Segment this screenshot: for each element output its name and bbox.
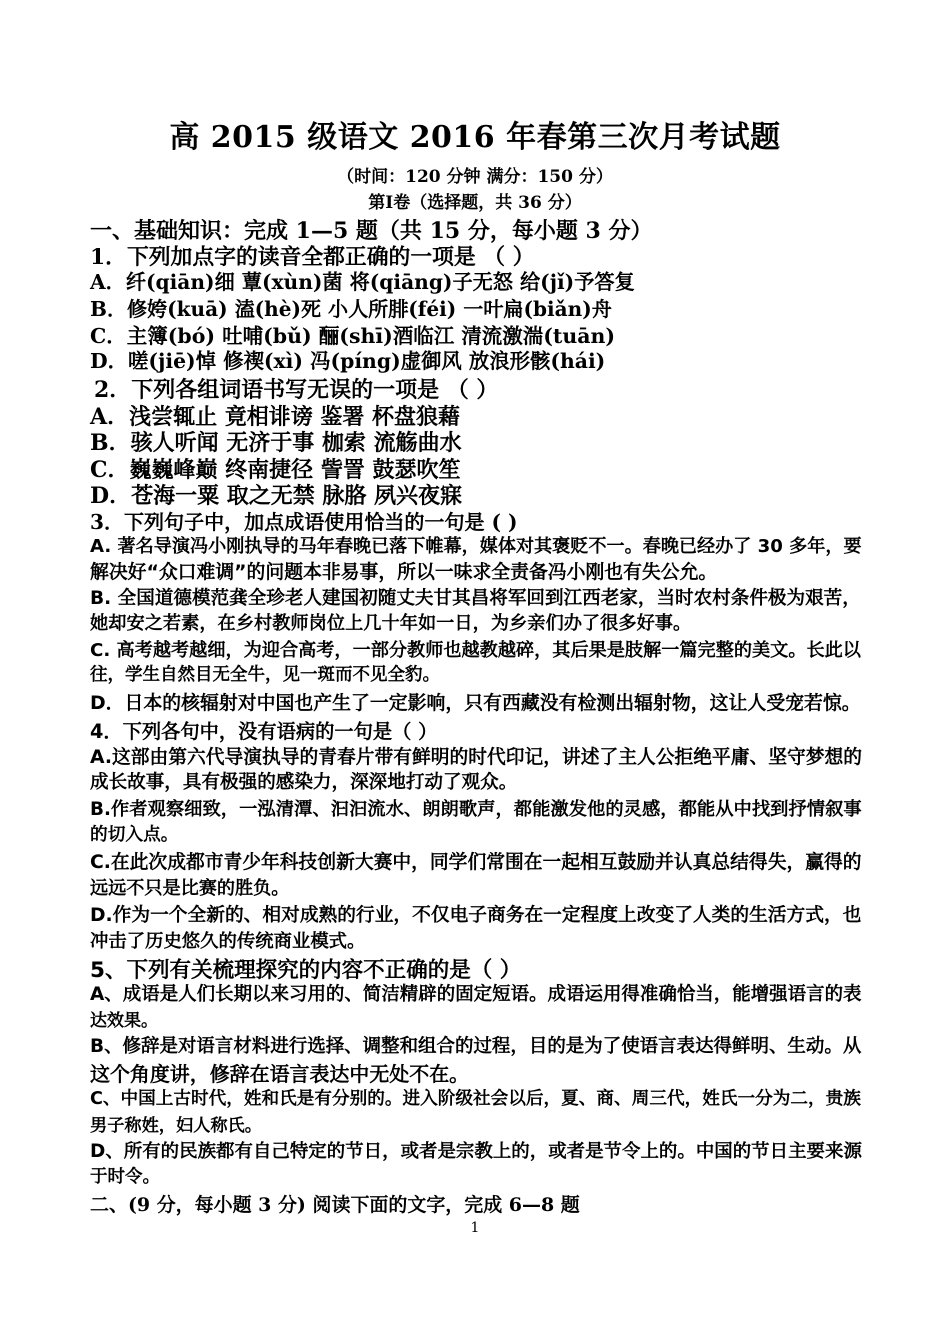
question-5-option-b-line2: 这个角度讲，修辞在语言表达中无处不在。 [90,1062,470,1086]
question-4-stem: 4．下列各句中，没有语病的一句是（ ） [90,720,438,743]
question-1-option-d: D．嗟(jiē)悼 修禊(xì) 冯(píng)虚御风 放浪形骸(hái) [90,349,606,373]
question-3-option-a-line2: 解决好“众口难调”的问题本非易事，所以一味求全责备冯小刚也有失公允。 [90,562,718,583]
question-3-option-b-line1: B. 全国道德模范龚全珍老人建国初随丈夫甘其昌将军回到江西老家，当时农村条件极为艰苦， [90,588,861,609]
question-4-option-c-line2: 远远不只是比赛的胜负。 [90,878,290,899]
question-1-stem: 1．下列加点字的读音全都正确的一项是 （ ） [90,245,535,270]
question-2-stem: 2．下列各组词语书写无误的一项是 （ ） [94,377,499,403]
question-4-option-a-line1: A.这部由第六代导演执导的青春片带有鲜明的时代印记，讲述了主人公拒绝平庸、坚守梦想的 [90,747,862,768]
question-1-option-a: A．纤(qiān)细 蕈(xùn)菌 将(qiāng)子无怒 给(jǐ)予答复 [90,270,635,294]
question-4-option-a-line2: 成长故事，具有极强的感染力，深深地打动了观众。 [90,772,518,793]
question-1-option-b: B．修姱(kuā) 溘(hè)死 小人所腓(féi) 一叶扁(biǎn)舟 [90,297,612,321]
question-2-option-a: A．浅尝辄止 竟相诽谤 鉴署 杯盘狼藉 [90,404,461,430]
question-5-stem: 5、下列有关梳理探究的内容不正确的是（ ） [90,958,522,983]
question-2-option-c: C．巍巍峰巅 终南捷径 訾詈 鼓瑟吹笙 [90,457,461,483]
question-5-option-b-line1: B、修辞是对语言材料进行选择、调整和组合的过程，目的是为了使语言表达得鲜明、生动。从 [90,1036,862,1057]
question-3-option-a-line1: A. 著名导演冯小刚执导的马年春晚已落下帷幕，媒体对其褒贬不一。春晚已经办了 30 多年，要 [90,536,862,557]
question-3-option-c-line1: C. 高考越考越细，为迎合高考，一部分教师也越教越碎，其后果是肢解一篇完整的美文。长此以 [90,640,861,661]
section-2-heading: 二、(9 分，每小题 3 分) 阅读下面的文字，完成 6—8 题 [90,1194,580,1216]
question-3-option-d: D．日本的核辐射对中国也产生了一定影响，只有西藏没有检测出辐射物，这让人受宠若惊。 [90,692,861,714]
exam-time-info: （时间：120 分钟 满分：150 分） [337,167,613,187]
question-3-option-b-line2: 她却安之若素，在乡村教师岗位上几十年如一日，为乡亲们办了很多好事。 [90,613,692,634]
question-5-option-d-line1: D、所有的民族都有自己特定的节日，或者是宗教上的，或者是节令上的。中国的节日主要来源 [90,1141,862,1162]
question-4-option-b-line2: 的切入点。 [90,825,179,845]
question-5-option-c-line2: 男子称姓，妇人称氏。 [90,1116,262,1136]
question-4-option-c-line1: C.在此次成都市青少年科技创新大赛中，同学们常围在一起相互鼓励并认真总结得失，赢得的 [90,852,862,873]
question-5-option-d-line2: 于时令。 [90,1167,160,1187]
question-2-option-b: B．骇人听闻 无济于事 枷索 流觞曲水 [90,430,462,456]
question-1-option-c: C．主簿(bó) 吐哺(bǔ) 酾(shī)酒临江 清流激湍(tuān) [90,324,616,348]
question-3-stem: 3．下列句子中，加点成语使用恰当的一句是 ( ) [90,510,518,534]
question-4-option-d-line2: 冲击了历史悠久的传统商业模式。 [90,931,366,952]
question-2-option-d: D．苍海一粟 取之无禁 脉胳 夙兴夜寐 [90,483,463,509]
question-4-option-b-line1: B.作者观察细致，一泓清潭、汩汩流水、朗朗歌声，都能激发他的灵感，都能从中找到抒情叙事 [90,799,862,820]
page-number: 1 [470,1220,480,1236]
question-4-option-d-line1: D.作为一个全新的、相对成熟的行业，不仅电子商务在一定程度上改变了人类的生活方式，也 [90,905,862,926]
exam-title: 高 2015 级语文 2016 年春第三次月考试题 [169,120,781,155]
volume-heading: 第Ⅰ卷（选择题，共 36 分） [368,193,582,213]
question-3-option-c-line2: 往，学生自然目无全牛，见一斑而不见全豹。 [90,665,440,685]
section-1-heading: 一、基础知识：完成 1—5 题（共 15 分，每小题 3 分） [90,218,653,244]
question-5-option-c-line1: C、中国上古时代，姓和氏是有分别的。进入阶级社会以后，夏、商、周三代，姓氏一分为二，贵族 [90,1089,861,1109]
question-5-option-a-line2: 达效果。 [90,1011,158,1031]
question-5-option-a-line1: A、成语是人们长期以来习用的、简洁精辟的固定短语。成语运用得准确恰当，能增强语言的表 [90,984,862,1005]
